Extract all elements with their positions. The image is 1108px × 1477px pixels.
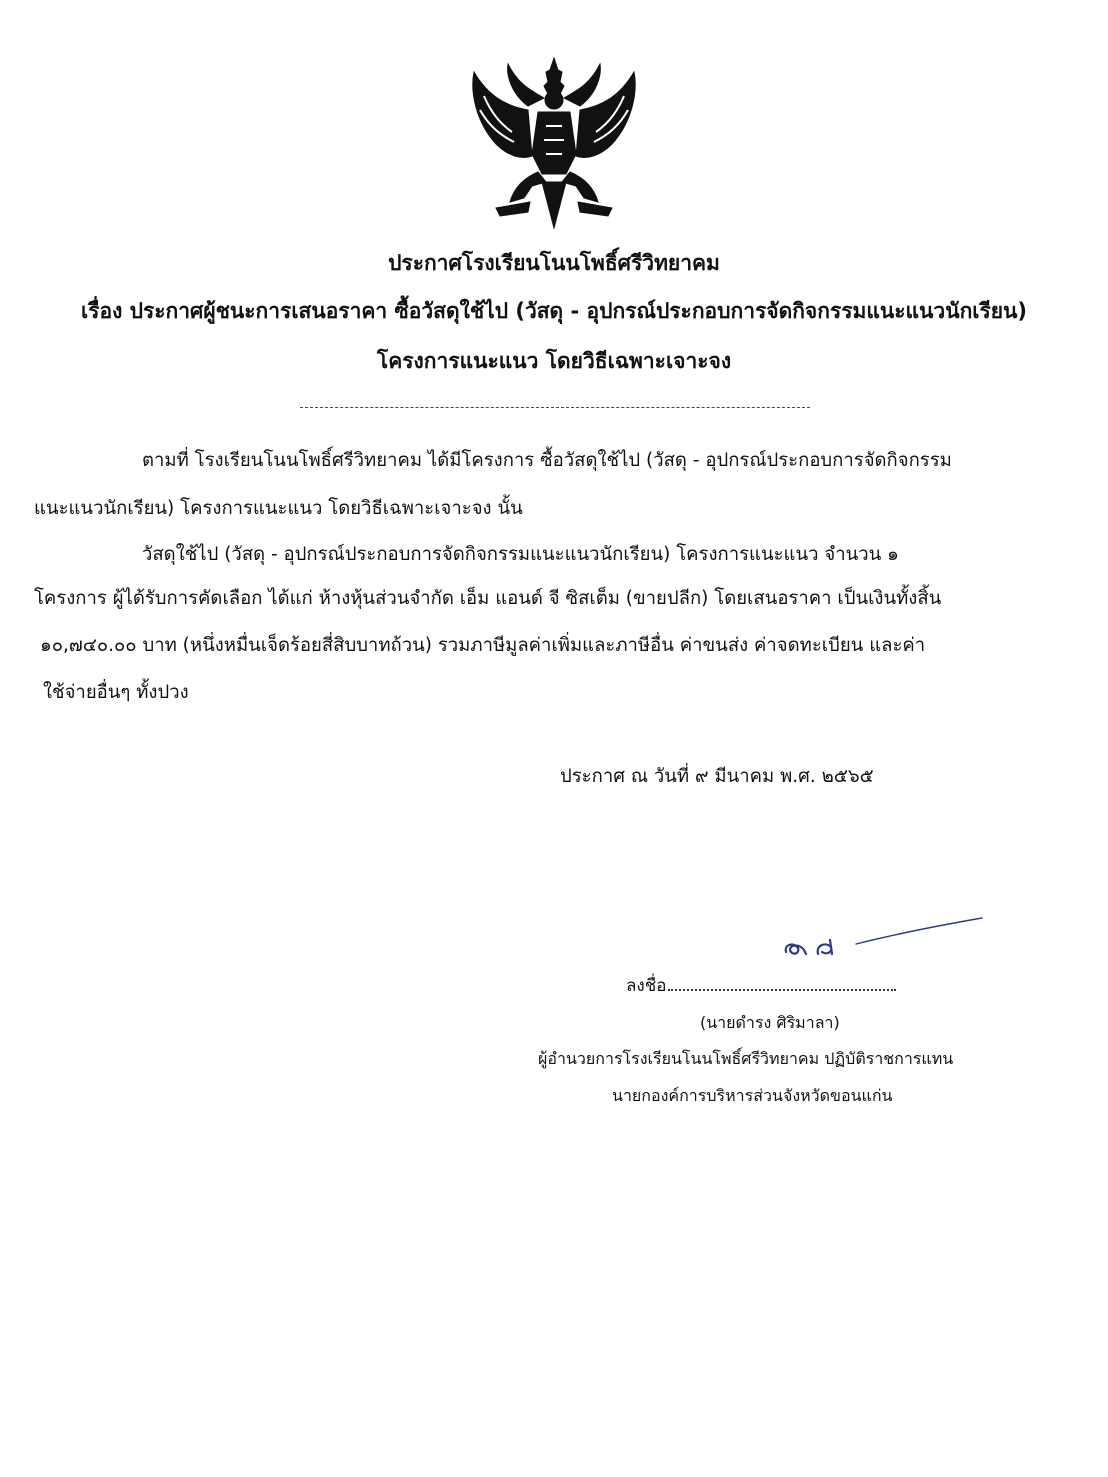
handwritten-signature-icon [776,914,986,970]
signer-title: ผู้อำนวยการโรงเรียนโนนโพธิ์ศรีวิทยาคม ปฏิบัติราชการแทน [538,1049,954,1068]
paragraph-1-line-1: ตามที่ โรงเรียนโนนโพธิ์ศรีวิทยาคม ได้มีโครงการ ซื้อวัสดุใช้ไป (วัสดุ - อุปกรณ์ประกอบการจัดกิจกรรม [142,450,952,471]
signer-title-continued: นายกองค์การบริหารส่วนจังหวัดขอนแก่น [612,1086,893,1105]
paragraph-1-line-2: แนะแนวนักเรียน) โครงการแนะแนว โดยวิธีเฉพาะเจาะจง นั้น [34,498,523,519]
announcement-title: ประกาศโรงเรียนโนนโพธิ์ศรีวิทยาคม [388,251,720,275]
signature-dotted-line [668,975,896,991]
announcement-subject-continued: โครงการแนะแนว โดยวิธีเฉพาะเจาะจง [376,349,732,373]
paragraph-2-line-3: ๑๐,๗๔๐.๐๐ บาท (หนึ่งหมื่นเจ็ดร้อยสี่สิบบาทถ้วน) รวมภาษีมูลค่าเพิ่มและภาษีอื่น ค่าขนส่ง ค่าจดทะเบียน และค่า [40,635,926,656]
paragraph-2-line-2: โครงการ ผู้ได้รับการคัดเลือก ได้แก่ ห้างหุ้นส่วนจำกัด เอ็ม แอนด์ จี ซิสเต็ม (ขายปลีก) โดยเสนอราคา เป็นเงินทั้งสิ้น [34,588,942,609]
dashed-divider [300,407,810,408]
paragraph-2-line-4: ใช้จ่ายอื่นๆ ทั้งปวง [43,682,189,703]
announcement-subject: เรื่อง ประกาศผู้ชนะการเสนอราคา ซื้อวัสดุใช้ไป (วัสดุ - อุปกรณ์ประกอบการจัดกิจกรรมแนะแนวนักเรียน) [81,299,1027,323]
sign-label: ลงชื่อ [626,976,667,996]
paragraph-2-line-1: วัสดุใช้ไป (วัสดุ - อุปกรณ์ประกอบการจัดกิจกรรมแนะแนวนักเรียน) โครงการแนะแนว จำนวน ๑ [142,544,899,565]
announcement-date: ประกาศ ณ วันที่ ๙ มีนาคม พ.ศ. ๒๕๖๕ [560,766,874,787]
signer-name: (นายดำรง ศิริมาลา) [700,1013,840,1032]
garuda-emblem-icon [466,36,642,236]
signature-line [626,972,896,999]
